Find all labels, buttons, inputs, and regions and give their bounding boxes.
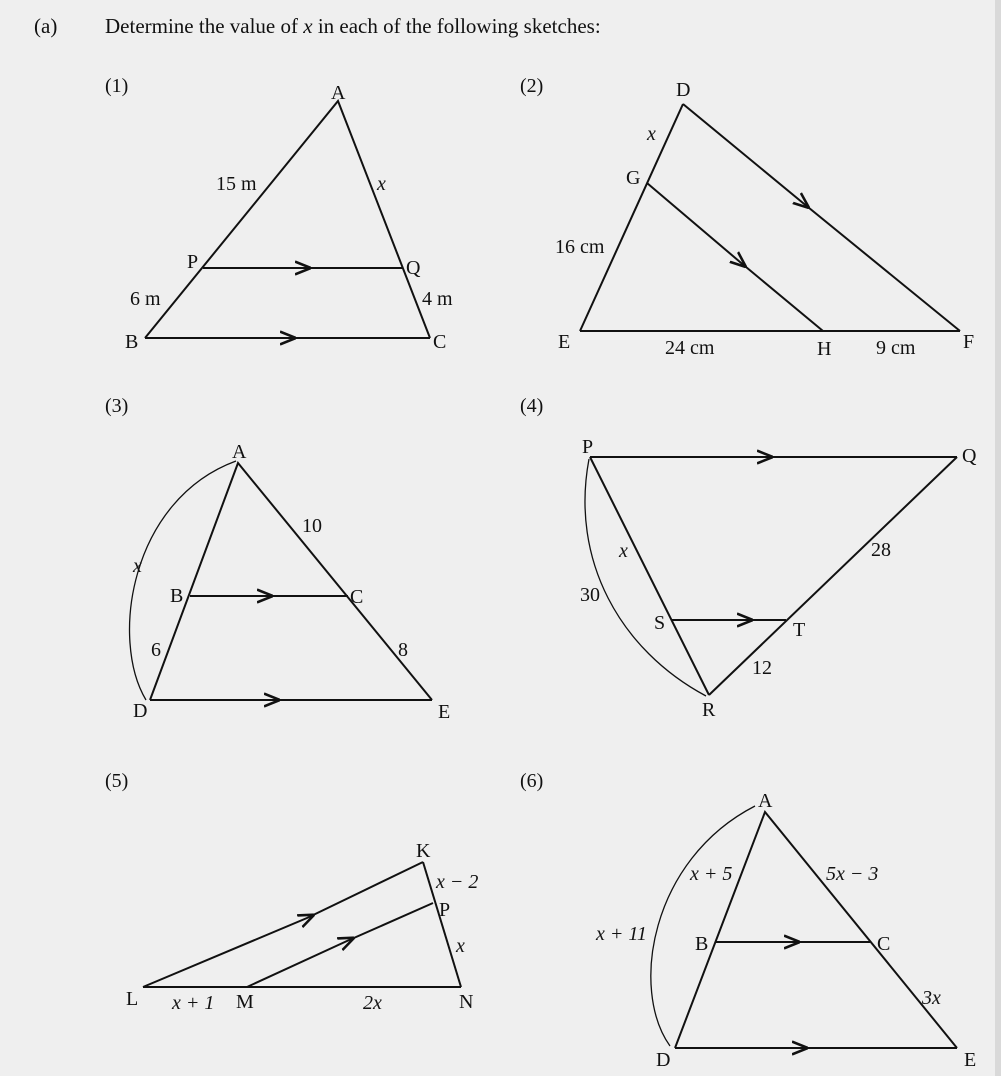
figure-4-point-r: R [702,699,716,721]
figure-3-measure-ce: 8 [398,639,408,661]
instruction-text-2: in each of the following sketches: [312,14,601,38]
figure-2-measure-eh: 24 cm [665,337,715,359]
figure-6-point-d: D [656,1049,671,1071]
figure-6-point-c: C [877,933,891,955]
figure-2-side-df [683,104,960,331]
figure-4-point-p: P [582,436,594,458]
figure-1-measure-pb: 6 m [130,288,161,310]
figure-3-arc-ad [130,461,236,700]
figure-3-triangle [150,463,432,700]
figure-2-segment-gh [647,183,823,331]
figure-4 [520,395,977,721]
figure-1-measure-ap: 15 m [216,173,257,195]
figure-3-measure-ad: x [133,555,142,577]
figure-6-arc-ad [651,806,755,1046]
figure-1-point-c: C [433,331,447,353]
figure-5-measure-kp: x − 2 [436,871,479,893]
figure-5-point-m: M [236,991,254,1013]
figure-4-point-s: S [654,612,666,634]
figure-5-measure-mn: 2x [363,992,382,1014]
figure-3-measure-ac: 10 [302,515,322,537]
figure-5-measure-pn: x [456,935,465,957]
figure-4-measure-tr: 12 [752,657,772,679]
figure-2-point-g: G [626,167,641,189]
figure-6-point-e: E [964,1049,977,1071]
figure-6 [520,770,976,1071]
figure-1-measure-aq: x [377,173,386,195]
figure-2-measure-ge: 16 cm [555,236,605,258]
figure-3-point-e: E [438,701,451,723]
figure-2-point-e: E [558,331,571,353]
figure-2-label: (2) [520,75,544,97]
figure-4-measure-qt: 28 [871,539,891,561]
figure-6-point-b: B [695,933,709,955]
figure-4-label: (4) [520,395,544,417]
figure-4-arc-pr [585,459,706,696]
figure-2-point-f: F [963,331,975,353]
figure-3-point-c: C [350,586,364,608]
figure-5-side-lk [143,862,423,987]
figure-4-side-qr [709,457,957,695]
figure-1-measure-qc: 4 m [422,288,453,310]
figure-1-point-b: B [125,331,139,353]
figure-1-label: (1) [105,75,129,97]
figure-5-point-p: P [439,899,451,921]
figure-4-measure-pr: 30 [580,584,600,606]
figure-2-point-h: H [817,338,832,360]
figure-3-label: (3) [105,395,129,417]
figure-3-point-d: D [133,700,148,722]
figure-1 [105,75,453,353]
figure-6-measure-ad: x + 11 [596,923,647,945]
figure-2-side-de [580,104,683,331]
figure-3-point-b: B [170,585,184,607]
figure-6-point-a: A [758,790,773,812]
figure-5 [105,770,478,1014]
figure-6-label: (6) [520,770,544,792]
question-number: (a) [34,14,58,38]
figure-5-point-n: N [459,991,474,1013]
instruction-variable: x [303,14,313,38]
figure-1-triangle [145,101,430,338]
figure-2-measure-dg: x [647,123,656,145]
figure-5-point-k: K [416,840,431,862]
figure-1-point-a: A [331,82,346,104]
figure-4-point-t: T [793,619,806,641]
figure-4-side-pr [590,457,709,695]
figure-3-measure-bd: 6 [151,639,161,661]
figure-2 [520,75,974,360]
figure-6-measure-ce: 3x [922,987,941,1009]
figure-2-point-d: D [676,79,691,101]
figure-2-measure-hf: 9 cm [876,337,916,359]
figure-4-point-q: Q [962,445,977,467]
figure-5-label: (5) [105,770,129,792]
figure-4-measure-ps: x [619,540,628,562]
figure-5-measure-lm: x + 1 [172,992,215,1014]
figure-6-triangle [675,812,957,1048]
figure-3 [105,395,450,723]
figure-6-measure-ac: 5x − 3 [826,863,879,885]
figure-1-point-q: Q [406,257,421,279]
figure-3-point-a: A [232,441,247,463]
figure-5-segment-mp [247,903,433,987]
figure-6-measure-ab: x + 5 [690,863,733,885]
figure-1-point-p: P [187,251,199,273]
figure-5-point-l: L [126,988,139,1010]
instruction-text-1: Determine the value of [105,14,304,38]
